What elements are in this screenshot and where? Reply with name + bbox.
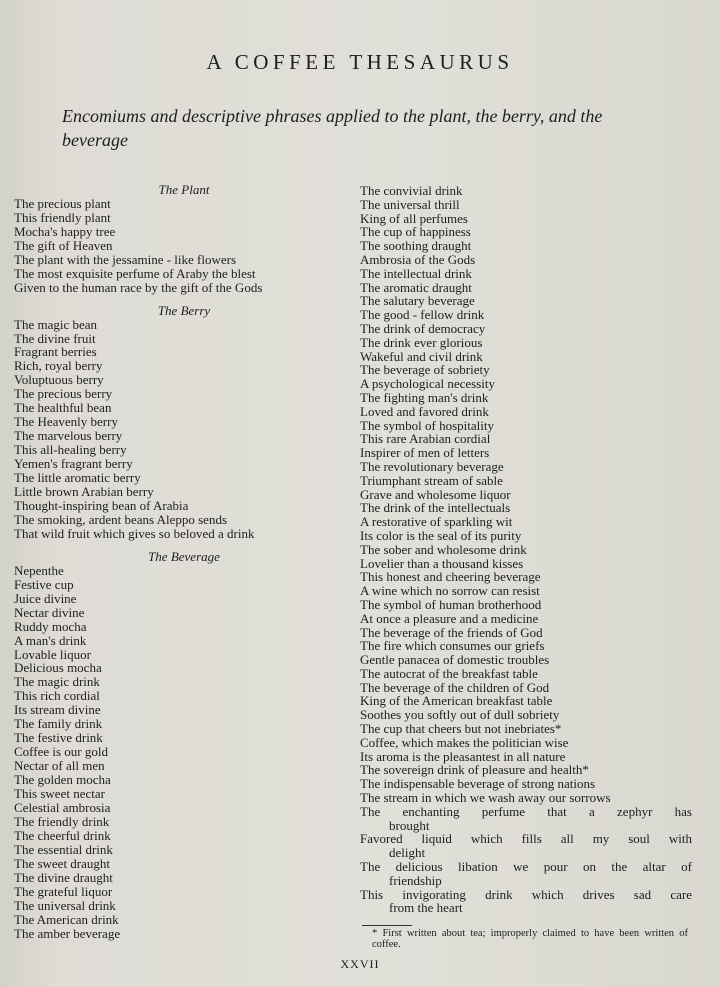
list-item: The precious berry [14, 386, 113, 402]
list-item: The golden mocha [14, 772, 111, 788]
list-item: A psychological necessity [360, 376, 496, 392]
list-item: The universal drink [14, 897, 116, 913]
footnote-rule [362, 925, 412, 926]
page-number: XXVII [340, 957, 380, 971]
list-item: This rich cordial [14, 688, 100, 704]
list-item: A man's drink [14, 632, 87, 648]
list-item: The aromatic draught [360, 279, 472, 295]
list-item: Delicious mocha [14, 660, 102, 676]
list-item: This friendly plant [14, 209, 111, 225]
list-item-continuation: brought [389, 817, 430, 833]
list-item: Grave and wholesome liquor [360, 486, 511, 502]
list-item: The family drink [14, 716, 103, 732]
list-item: The soothing draught [360, 238, 472, 254]
list-item: Coffee is our gold [14, 744, 108, 760]
list-item: The cheerful drink [14, 827, 111, 843]
left-column [14, 183, 354, 941]
list-item: The precious plant [14, 195, 111, 211]
list-item: The good - fellow drink [360, 307, 485, 323]
list-item: The drink ever glorious [360, 334, 483, 350]
list-item: The delicious libation we pour on the altar of [360, 859, 692, 875]
list-item: Nepenthe [14, 562, 64, 578]
list-item: The amber beverage [14, 925, 121, 941]
beverage-list-right [360, 184, 692, 805]
list-item: The grateful liquor [14, 883, 113, 899]
list-item: Yemen's fragrant berry [14, 456, 133, 472]
list-item: Gentle panacea of domestic troubles [360, 652, 550, 668]
list-item: The autocrat of the breakfast table [360, 665, 538, 681]
beverage-wrapped-list [360, 805, 692, 915]
list-item: The salutary beverage [360, 293, 475, 309]
list-item: The drink of democracy [360, 320, 486, 336]
section-heading-berry: The Berry [157, 302, 211, 318]
list-item: Coffee, which makes the politician wise [360, 734, 569, 750]
page-title: A COFFEE THESAURUS [206, 50, 514, 74]
list-item: The festive drink [14, 730, 103, 746]
list-item: Favored liquid which fills all my soul with [360, 831, 692, 847]
list-item: The essential drink [14, 841, 113, 857]
list-item: Lovelier than a thousand kisses [360, 555, 524, 571]
list-item: Loved and favored drink [360, 403, 489, 419]
list-item: That wild fruit which gives so beloved a drink [14, 525, 255, 541]
list-item: The revolutionary beverage [360, 458, 504, 474]
list-item: The most exquisite perfume of Araby the blest [14, 265, 256, 281]
list-item: Triumphant stream of sable [360, 472, 503, 488]
list-item: The Heavenly berry [14, 414, 118, 430]
list-item: The indispensable beverage of strong nations [360, 776, 596, 792]
list-item: Rich, royal berry [14, 358, 103, 374]
list-item: This invigorating drink which drives sad care [360, 886, 692, 902]
list-item: The fire which consumes our griefs [360, 638, 545, 654]
list-item: Mocha's happy tree [14, 223, 116, 239]
list-item: The magic drink [14, 674, 100, 690]
list-item: The sweet draught [14, 855, 111, 871]
list-item-continuation: from the heart [389, 900, 463, 916]
list-item: Nectar divine [14, 604, 85, 620]
list-item: The symbol of human brotherhood [360, 596, 542, 612]
list-item: The divine draught [14, 869, 113, 885]
list-item: King of the American breakfast table [360, 693, 553, 709]
list-item: The American drink [14, 911, 119, 927]
list-item: Little brown Arabian berry [14, 484, 154, 500]
list-item: A restorative of sparkling wit [360, 514, 513, 530]
list-item: The little aromatic berry [14, 470, 141, 486]
list-item: The beverage of the friends of God [360, 624, 543, 640]
list-item: Juice divine [14, 590, 77, 606]
list-item: A wine which no sorrow can resist [360, 583, 540, 599]
list-item: Ruddy mocha [14, 618, 87, 634]
list-item: The symbol of hospitality [360, 417, 494, 433]
list-item: This rare Arabian cordial [360, 431, 491, 447]
list-item: Soothes you softly out of dull sobriety [360, 707, 560, 723]
list-item: The enchanting perfume that a zephyr has [360, 803, 692, 819]
page-subtitle: Encomiums and descriptive phrases applied to the plant, the berry, and the beverage [62, 106, 603, 150]
list-item-continuation: friendship [389, 872, 442, 888]
list-item: The sovereign drink of pleasure and health* [360, 762, 589, 778]
list-item: Inspirer of men of letters [360, 445, 490, 461]
footnote [360, 928, 688, 950]
list-item: This all-healing berry [14, 442, 127, 458]
list-item: This honest and cheering beverage [360, 569, 541, 585]
list-item: Fragrant berries [14, 344, 97, 360]
list-item: The divine fruit [14, 330, 96, 346]
list-item: Nectar of all men [14, 758, 105, 774]
plant-list [14, 197, 354, 295]
list-item: The gift of Heaven [14, 237, 113, 253]
footnote-text: * First written about tea; improperly claimed to have been written of coffee. [372, 928, 688, 950]
list-item: Its stream divine [14, 702, 101, 718]
beverage-list-left [14, 564, 354, 941]
list-item: The intellectual drink [360, 265, 472, 281]
list-item: Celestial ambrosia [14, 799, 111, 815]
list-item: Its aroma is the pleasantest in all nature [360, 748, 566, 764]
list-item: The smoking, ardent beans Aleppo sends [14, 511, 228, 527]
list-item: The marvelous berry [14, 428, 123, 444]
list-item: The plant with the jessamine - like flowers [14, 251, 237, 267]
section-heading-plant: The Plant [158, 182, 210, 197]
list-item: The universal thrill [360, 196, 460, 212]
section-heading-beverage: The Beverage [148, 548, 220, 564]
list-item: Lovable liquor [14, 646, 91, 662]
list-item: Voluptuous berry [14, 372, 104, 388]
list-item: Given to the human race by the gift of the Gods [14, 279, 263, 295]
list-item-continuation: delight [389, 845, 426, 861]
right-column [360, 184, 692, 915]
list-item: Ambrosia of the Gods [360, 251, 476, 267]
list-item: The beverage of sobriety [360, 362, 490, 378]
list-item: Festive cup [14, 576, 74, 592]
list-item: The cup of happiness [360, 224, 471, 240]
list-item: The drink of the intellectuals [360, 500, 511, 516]
list-item: The stream in which we wash away our sorrows [360, 790, 611, 806]
list-item: Thought-inspiring bean of Arabia [14, 497, 189, 513]
berry-list [14, 318, 354, 541]
list-item: The fighting man's drink [360, 389, 489, 405]
list-item: The convivial drink [360, 183, 463, 198]
list-item: The healthful bean [14, 400, 112, 416]
list-item: The sober and wholesome drink [360, 541, 527, 557]
list-item: At once a pleasure and a medicine [360, 610, 539, 626]
list-item: This sweet nectar [14, 786, 105, 802]
list-item: Its color is the seal of its purity [360, 527, 522, 543]
list-item: King of all perfumes [360, 210, 468, 226]
list-item: The cup that cheers but not inebriates* [360, 721, 562, 737]
list-item: Wakeful and civil drink [360, 348, 483, 364]
list-item: The friendly drink [14, 813, 110, 829]
list-item: The beverage of the children of God [360, 679, 550, 695]
list-item: The magic bean [14, 316, 98, 332]
